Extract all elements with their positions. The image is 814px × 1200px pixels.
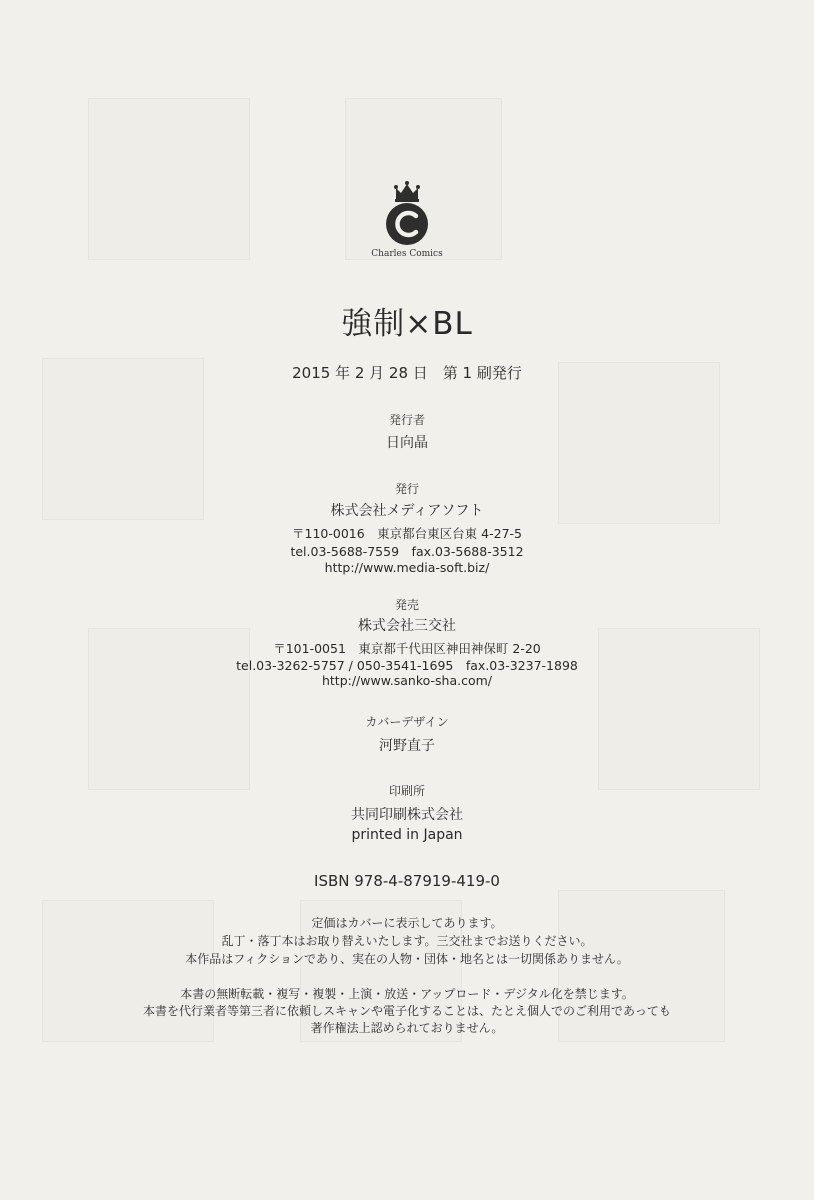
printer-name: 共同印刷株式会社 — [351, 807, 463, 823]
distributor-url: http://www.sanko-sha.com/ — [321, 673, 493, 688]
publisher-rep-name: 日向晶 — [386, 435, 428, 451]
distributor-name: 株式会社三交社 — [358, 618, 456, 634]
publisher-name: 株式会社メディアソフト — [330, 503, 484, 519]
printer-label: 印刷所 — [388, 784, 425, 798]
publisher-url: http://www.media-soft.biz/ — [324, 560, 490, 575]
notice-line: 定価はカバーに表示してあります。 — [311, 916, 503, 930]
publisher-address: 〒110-0016 東京都台東区台東 4-27-5 — [292, 526, 522, 541]
publisher-rep-label: 発行者 — [388, 413, 425, 427]
distributor-phone: tel.03-3262-5757 / 050-3541-1695 fax.03-3237-1898 — [236, 658, 578, 673]
notice-line: 著作権法上認められておりません。 — [310, 1021, 504, 1035]
notice-line: 本作品はフィクションであり、実在の人物・団体・地名とは一切関係ありません。 — [185, 952, 629, 966]
cover-design-name: 河野直子 — [379, 738, 435, 754]
printer-note: printed in Japan — [351, 827, 463, 843]
notice-line: 乱丁・落丁本はお取り替えいたします。三交社までお送りください。 — [221, 934, 593, 948]
publisher-label: 発行 — [394, 482, 419, 496]
isbn: ISBN 978-4-87919-419-0 — [314, 872, 500, 890]
notice-line: 本書の無断転載・複写・複製・上演・放送・アップロード・デジタル化を禁じます。 — [180, 987, 634, 1001]
notice-line: 本書を代行業者等第三者に依頼しスキャンや電子化することは、たとえ個人でのご利用であっても — [143, 1004, 671, 1018]
logo-label: Charles Comics — [371, 249, 443, 259]
crown-c-emblem-icon — [367, 176, 447, 248]
cover-design-label: カバーデザイン — [365, 715, 449, 729]
publisher-phone: tel.03-5688-7559 fax.03-5688-3512 — [290, 544, 524, 559]
publisher-logo — [367, 176, 447, 266]
distributor-label: 発売 — [394, 598, 419, 612]
issue-date: 2015 年 2 月 28 日 第 1 刷発行 — [292, 364, 522, 382]
distributor-address: 〒101-0051 東京都千代田区神田神保町 2-20 — [273, 641, 541, 656]
book-title: 強制×BL — [341, 306, 473, 342]
